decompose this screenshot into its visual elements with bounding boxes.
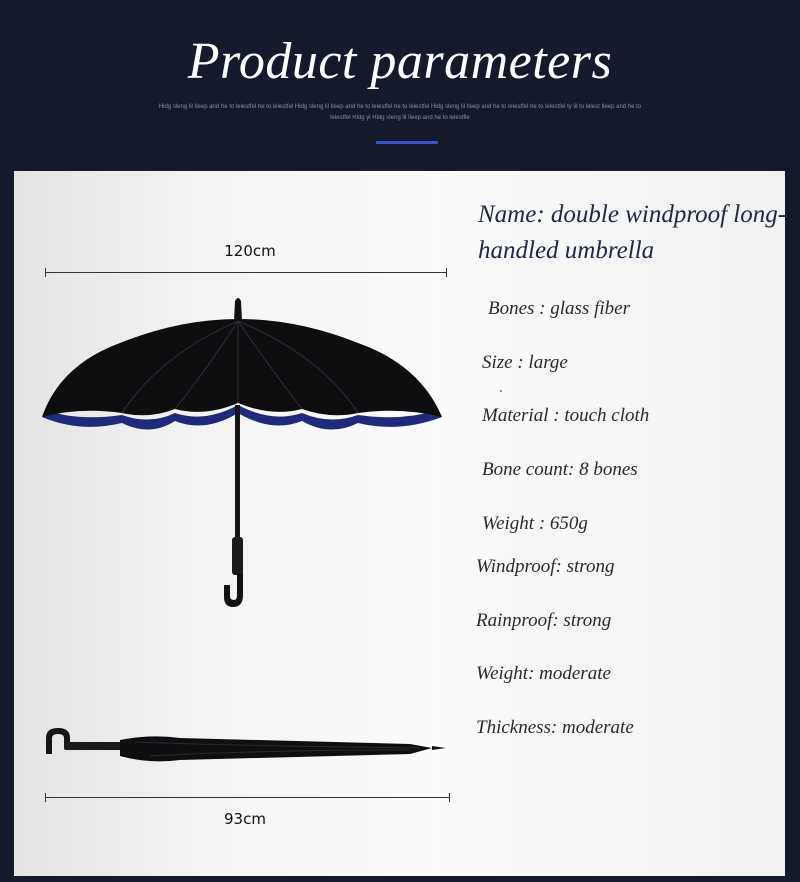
spec-rainproof: Rainproof: strong [476, 610, 612, 631]
open-width-tick-right [446, 268, 447, 277]
spec-windproof: Windproof: strong [476, 556, 615, 577]
open-width-dimension-line [45, 272, 447, 273]
spec-bones: Bones : glass fiber [488, 298, 630, 319]
spec-weight-level: Weight: moderate [476, 663, 611, 684]
closed-length-tick-left [45, 793, 46, 802]
open-width-tick-left [45, 268, 46, 277]
header [0, 0, 800, 170]
spec-weight-grams: Weight : 650g [482, 513, 588, 534]
title-accent-line [376, 141, 438, 144]
spec-material: Material : touch cloth [482, 405, 650, 426]
closed-length-tick-right [449, 793, 450, 802]
open-umbrella-image [40, 295, 445, 615]
closed-length-dimension-line [45, 797, 450, 798]
product-name: Name: double windproof long-handled umbrella [478, 201, 787, 264]
closed-umbrella-image [40, 724, 450, 770]
decorative-dot [500, 390, 502, 392]
spec-thickness: Thickness: moderate [476, 717, 634, 738]
page-subtitle: Hldg sleng lil Ileep and he to lelestfel he to lelestfel Hldg sleng lil Ileep and he to lelestfel he to lelestfel Hldg sleng lil Ileep and he to lelestfel he to lelestfel ty lil to lelest Ileep and he to lelestfel Hldg yl Hldg sleng lil Ileep and he to lelestfle [158, 104, 642, 121]
open-width-label: 120cm [224, 242, 276, 260]
spec-size: Size : large [482, 352, 568, 373]
page-title: Product parameters [187, 33, 613, 90]
closed-length-label: 93cm [224, 810, 266, 828]
spec-bone-count: Bone count: 8 bones [482, 459, 638, 480]
